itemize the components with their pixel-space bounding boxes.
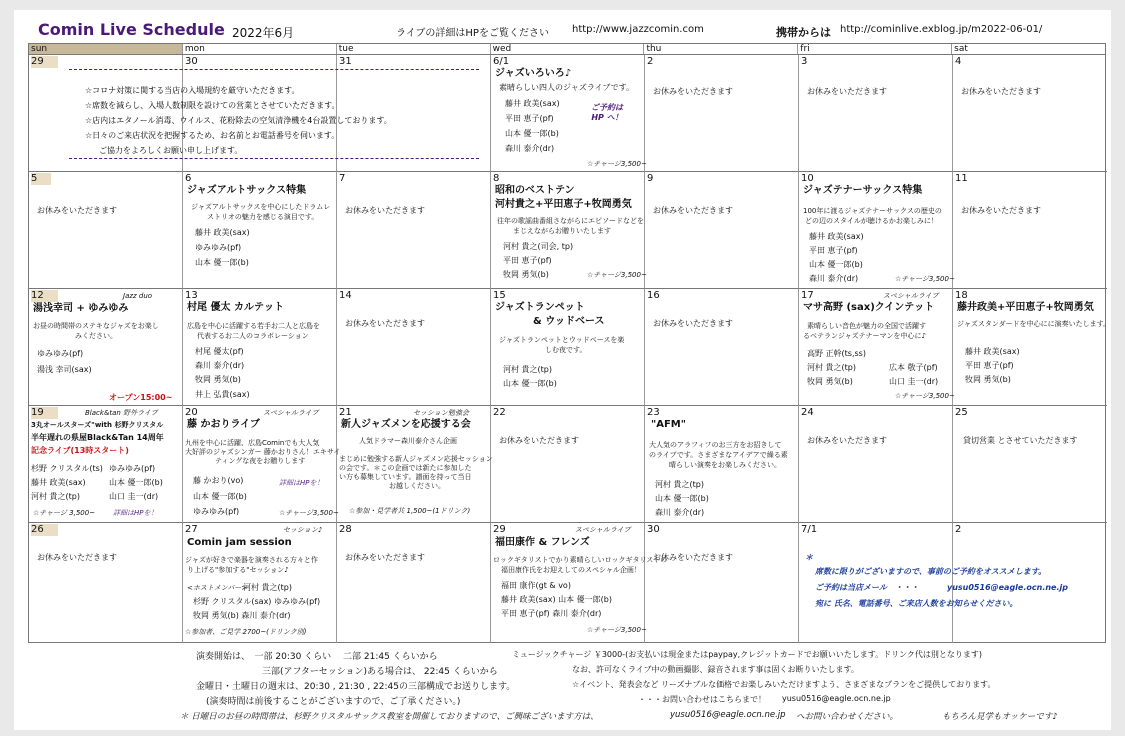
member: 山口 圭一(dr) — [109, 492, 159, 501]
notice-line: ☆店内はエタノール消毒、ウイルス、花粉除去の空気清浄機を4台設置しております。 — [85, 116, 392, 125]
member: 平田 恵子(pf) — [809, 246, 858, 255]
event-description: ストリオの魅力を感じる演目です。 — [207, 213, 319, 221]
member: 山本 優一郎(b) — [503, 379, 557, 388]
charge-note: ☆チャージ3,500~ — [895, 392, 955, 400]
date-label: 7 — [339, 173, 346, 184]
event-description: 福田康作氏をお迎えしてのスペシャル企画！ — [501, 566, 641, 574]
event-line: 3丸オールスターズ"with 杉野クリスタル — [31, 421, 164, 429]
date-label: 30 — [185, 56, 198, 67]
date-label: 7/1 — [801, 524, 818, 535]
event-title: ジャズトランペット — [495, 302, 585, 313]
member: 山本 優一郎(b) — [109, 478, 163, 487]
member: ゆみゆみ(pf) — [195, 243, 242, 252]
day-cell-jun-19 — [29, 406, 183, 523]
date-label: 3 — [801, 56, 808, 67]
closed-note: 貸切営業 とさせていただきます — [963, 436, 1078, 445]
event-description: しむ夜です。 — [545, 346, 587, 354]
event-title: Comin jam session — [187, 537, 292, 548]
charge-note: ☆チャージ3,500~ — [587, 271, 647, 279]
charge-note: ☆チャージ3,500~ — [279, 509, 339, 517]
day-cell-jun-15 — [491, 289, 645, 406]
charge-note: ☆チャージ3,500~ — [895, 275, 955, 283]
date-label: 22 — [493, 407, 506, 418]
footer-third-set: 三部(アフターセッション)ある場合は、 22:45 くらいから — [262, 667, 498, 677]
schedule-title: Comin Live Schedule — [38, 20, 225, 39]
date-label: 15 — [493, 290, 506, 301]
date-label: 8 — [493, 173, 500, 184]
date-label: 2 — [647, 56, 654, 67]
day-cell-jun-4 — [953, 55, 1107, 172]
host-label: <ホストメンバー> — [187, 584, 248, 592]
member: 井上 弘貴(sax) — [195, 390, 250, 399]
footer-event-plans: ☆イベント、発表会など リーズナブルな価格でお楽しみいただけますよう、さまざまなプランをご提供しております。 — [572, 680, 996, 689]
date-label: 19 — [31, 407, 58, 419]
event-description: い方も募集しています。譜面を持って当日 — [339, 473, 472, 481]
weekday-sun: sun — [29, 44, 183, 54]
event-description: お昼の時間帯のステキなジャズをお楽し — [33, 322, 159, 330]
event-subtitle: 人気ドラマー森川泰介さん企画 — [359, 437, 457, 445]
schedule-month: 2022年6月 — [232, 26, 295, 40]
event-description: 素晴らしい四人のジャズライブです。 — [499, 83, 634, 92]
notice-divider-top — [69, 69, 479, 70]
closed-note: お休みをいただきます — [961, 87, 1041, 96]
mobile-url: http://cominlive.exblog.jp/m2022-06-01/ — [840, 24, 1043, 35]
closed-note: お休みをいただきます — [653, 206, 733, 215]
date-label: 23 — [647, 407, 660, 418]
member: 森川 泰介(dr) — [195, 361, 245, 370]
date-label: 25 — [955, 407, 968, 418]
event-description: お越しください。 — [389, 482, 445, 490]
member: 河村 貴之(tp) — [243, 583, 292, 592]
day-cell-jun-8 — [491, 172, 645, 289]
footer-inquiry-note: へお問い合わせください。 — [796, 712, 899, 722]
event-tag: セッション♪ — [283, 526, 323, 534]
detail-note: 詳細はHPを！ — [279, 479, 324, 487]
closed-note: お休みをいただきます — [499, 436, 579, 445]
covid-notice — [85, 83, 392, 158]
event-description: 大好評のジャズシンガー 藤かおりさん！エキサイ — [185, 448, 341, 456]
member: 村尾 優太(pf) — [195, 347, 244, 356]
member: ゆみゆみ(pf) — [37, 349, 84, 358]
footer-recording-note: なお、許可なくライブ中の動画撮影、録音されます事は固くお断りいたします。 — [572, 665, 859, 674]
member: ゆみゆみ(pf) — [109, 464, 156, 473]
date-label: 29 — [31, 56, 58, 68]
day-cell-jun-7 — [337, 172, 491, 289]
event-description: ジャズが好きで楽器を演奏される方々と作 — [185, 556, 318, 564]
date-label: 4 — [955, 56, 962, 67]
reserve-note-line: 席数に限りがございますので、事前のご予約をオススメします。 — [815, 567, 1047, 576]
event-description: 代表するお二人のコラボレーション — [197, 332, 309, 340]
day-cell-jun-21 — [337, 406, 491, 523]
footer-time-disclaimer: (演奏時間は前後することがございますので、ご了承ください。) — [206, 697, 461, 707]
day-cell-jun-16 — [645, 289, 799, 406]
member: 森川 泰介(dr) — [655, 508, 705, 517]
event-title: "AFM" — [651, 419, 686, 430]
closed-note: お休みをいただきます — [653, 87, 733, 96]
member: 牧岡 勇気(b) — [195, 375, 241, 384]
reserve-note-star: ＊ — [805, 553, 813, 562]
event-title: & ウッドベース — [533, 316, 605, 327]
member: 河村 貴之(tp) — [31, 492, 80, 501]
member: 藤井 政美(sax) — [965, 347, 1020, 356]
member: 藤 かおり(vo) — [193, 476, 244, 485]
weekday-wed: wed — [491, 44, 645, 54]
day-cell-jun-10 — [799, 172, 953, 289]
reserve-note-line: 宛に 氏名、電話番号、ご来店人数をお知らせください。 — [815, 599, 1018, 608]
event-tag: スペシャルライブ — [575, 526, 631, 534]
footer-sunday-class: ＊ 日曜日のお昼の時間帯は、杉野クリスタルサックス教室を開催しておりますので、ご興味ございます方は、 — [180, 712, 599, 722]
mobile-label: 携帯からは — [776, 26, 831, 39]
closed-note: お休みをいただきます — [653, 553, 733, 562]
date-label: 30 — [647, 524, 660, 535]
date-label: 14 — [339, 290, 352, 301]
charge-note: ☆チャージ 3,500~ — [33, 509, 96, 517]
member: 福田 康作(gt & vo) — [501, 581, 571, 590]
event-description: 晴らしい演奏をお楽しみください。 — [669, 461, 781, 469]
day-cell-jun-20 — [183, 406, 341, 523]
day-cell-jun-9 — [645, 172, 799, 289]
member: 広本 敬子(pf) — [889, 363, 938, 372]
closed-note: お休みをいただきます — [37, 206, 117, 215]
member: 藤井 政美(sax) — [505, 99, 560, 108]
day-cell-jun-3 — [799, 55, 953, 172]
event-title: 福田康作 & フレンズ — [495, 537, 590, 548]
date-label: 28 — [339, 524, 352, 535]
day-cell-jun-14 — [337, 289, 491, 406]
event-description: ジャズスタンダードを中心にに演奏いたします。 — [957, 320, 1111, 328]
event-title: 藤井政美+平田恵子+牧岡勇気 — [957, 302, 1094, 313]
event-description: の会です。＊この企画では新たに参加した — [339, 464, 472, 472]
date-label: 6 — [185, 173, 192, 184]
weekday-sat: sat — [954, 44, 968, 54]
member: 山口 圭一(dr) — [889, 377, 939, 386]
day-cell-jun-24 — [799, 406, 953, 523]
member: 山本 優一郎(b) — [505, 129, 559, 138]
event-description: 広島を中心に活躍する若手お二人と広島を — [187, 322, 320, 330]
date-label: 27 — [185, 524, 198, 535]
charge-note: ☆チャージ3,500~ — [587, 626, 647, 634]
member: 平田 恵子(pf) 森川 泰介(dr) — [501, 609, 602, 618]
date-label: 24 — [801, 407, 814, 418]
event-description: 九州を中心に活躍、広島Cominでも大人気 — [185, 439, 320, 447]
member: 山本 優一郎(b) — [655, 494, 709, 503]
event-description: り上げる"参加する"セッション♪ — [187, 566, 289, 574]
date-label: 29 — [493, 524, 506, 535]
closed-note: お休みをいただきます — [345, 553, 425, 562]
footer-weekend-sets: 金曜日・土曜日の週末は、20:30 , 21:30 , 22:45の三部構成でお送りします。 — [196, 682, 516, 692]
hp-note: ライブの詳細はHPをご覧ください — [396, 28, 549, 39]
member: 平田 恵子(pf) — [505, 114, 554, 123]
charge-note: ☆チャージ3,500~ — [587, 160, 647, 168]
event-tag: Jazz duo — [123, 292, 153, 300]
date-label: 17 — [801, 290, 814, 301]
member: 山本 優一郎(b) — [809, 260, 863, 269]
member: 杉野 クリスタル(sax) ゆみゆみ(pf) — [193, 597, 321, 606]
day-cell-jun-12 — [29, 289, 183, 406]
day-cell-jun-17 — [799, 289, 953, 406]
member: 牧岡 勇気(b) — [807, 377, 853, 386]
notice-line: ☆日々のご来店状況を把握するため、お名前とお電話番号を伺います。 — [85, 131, 340, 140]
notice-line: ☆席数を減らし、入場人数制限を設けての営業とさせていただきます。 — [85, 101, 340, 110]
member: 藤井 政美(sax) — [195, 228, 250, 237]
closed-note: お休みをいただきます — [653, 319, 733, 328]
footer-visit-note: もちろん見学もオッケーです♪ — [942, 712, 1058, 722]
member: 森川 泰介(dr) — [505, 144, 555, 153]
closed-note: お休みをいただきます — [961, 206, 1041, 215]
member: 高野 正幹(ts,ss) — [807, 349, 866, 358]
day-cell-jun-27 — [183, 523, 337, 643]
event-tag: Black&tan 野外ライブ — [85, 409, 158, 417]
calendar-weeks — [29, 55, 1111, 643]
event-title: マサ高野 (sax)クインテット — [803, 302, 935, 313]
day-cell-jun-18 — [953, 289, 1111, 406]
event-description: ロックギタリストでかり素晴らしいロックギタリストの — [493, 556, 668, 564]
event-description: みください。 — [75, 332, 117, 340]
event-title: ジャズいろいろ♪ — [495, 68, 572, 79]
event-line: 記念ライブ(13時スタート) — [31, 446, 129, 455]
day-cell-jun-30 — [645, 523, 799, 643]
day-cell-jun-5 — [29, 172, 183, 289]
event-description: ジャズトランペットとウッドベースを楽 — [499, 336, 625, 344]
day-cell-jun-1 — [491, 55, 645, 172]
date-label: 26 — [31, 524, 58, 536]
reserve-note-line: ご予約は当店メール ・・・ — [815, 583, 919, 592]
hp-url: http://www.jazzcomin.com — [572, 24, 704, 35]
event-description: るベテランジャズテナーマンを中心に♪ — [803, 332, 927, 340]
closed-note: お休みをいただきます — [37, 553, 117, 562]
event-description: 素晴らしい音色が魅力の全国で活躍す — [807, 322, 926, 330]
day-cell-jun-25 — [953, 406, 1107, 523]
reservation-note: ご予約はHP へ！ — [591, 103, 623, 122]
date-label: 21 — [339, 407, 352, 418]
footer-start-times: 演奏開始は、 一部 20:30 くらい 二部 21:45 くらいから — [196, 652, 438, 662]
event-tag: セッション勉強会 — [413, 409, 469, 417]
member: 河村 貴之(tp) — [655, 480, 704, 489]
event-title: 湯浅幸司 + ゆみゆみ — [33, 303, 129, 314]
calendar-grid — [28, 43, 1111, 643]
date-label: 10 — [801, 173, 814, 184]
event-title: 新人ジャズメンを応援する会 — [341, 419, 471, 430]
weekday-thu: thu — [644, 44, 798, 54]
closed-note: お休みをいただきます — [345, 206, 425, 215]
date-label: 11 — [955, 173, 968, 184]
event-tag: スペシャルライブ — [263, 409, 319, 417]
event-title: ジャズテナーサックス特集 — [803, 185, 923, 196]
charge-note: ☆参加・見学者共 1,500~(1ドリンク) — [349, 507, 471, 515]
member: 藤井 政美(sax) 山本 優一郎(b) — [501, 595, 612, 604]
notice-line: ご協力をよろしくお願い申し上げます。 — [99, 146, 243, 155]
footer-contact-label: ・・・お問い合わせはこちらまで！ — [638, 695, 766, 704]
date-label: 6/1 — [493, 56, 510, 67]
date-label: 5 — [31, 173, 51, 185]
notice-line: ☆コロナ対策に関する当店の入場規約を厳守いただきます。 — [85, 86, 300, 95]
charge-note: ☆参加者、ご見学 2700~(ドリンク別) — [185, 628, 307, 636]
event-title: 河村貴之+平田恵子+牧岡勇気 — [495, 199, 632, 210]
event-title: 昭和のベストテン — [495, 185, 575, 196]
weekday-fri: fri — [798, 44, 952, 54]
closed-note: お休みをいただきます — [345, 319, 425, 328]
reserve-email: yusu0516@eagle.ocn.ne.jp — [947, 583, 1068, 592]
day-cell-jun-23 — [645, 406, 799, 523]
day-cell-jun-2 — [645, 55, 799, 172]
day-cell-jun-22 — [491, 406, 645, 523]
weekday-header — [29, 44, 1105, 55]
detail-note: 詳細はHPを！ — [113, 509, 158, 517]
event-description: ジャズアルトサックスを中心にしたドラムレ — [191, 203, 331, 211]
event-description: のライブです。さまざまなアイデアで繰る素 — [649, 451, 788, 459]
member: 平田 恵子(pf) — [965, 361, 1014, 370]
event-title: 村尾 優太 カルテット — [187, 302, 284, 313]
event-description: 大人気のアラフィフのお三方をお招きして — [649, 441, 782, 449]
date-label: 2 — [955, 524, 962, 535]
date-label: 12 — [31, 290, 58, 302]
member: 湯浅 幸司(sax) — [37, 365, 92, 374]
date-label: 20 — [185, 407, 198, 418]
weekday-tue: tue — [337, 44, 491, 54]
schedule-sheet — [14, 10, 1111, 730]
date-label: 31 — [339, 56, 352, 67]
closed-note: お休みをいただきます — [807, 87, 887, 96]
member: 藤井 政美(sax) — [31, 478, 86, 487]
event-line: 半年遅れの県屋Black&Tan 14周年 — [31, 433, 164, 442]
weekday-mon: mon — [183, 44, 337, 54]
day-cell-jun-28 — [337, 523, 491, 643]
open-time: オープン15:00~ — [109, 393, 173, 402]
day-cell-jun-13 — [183, 289, 337, 406]
member: 山本 優一郎(b) — [193, 492, 247, 501]
event-tag: スペシャルライブ — [883, 292, 939, 300]
notice-divider-bottom — [69, 158, 479, 159]
member: 河村 貴之(司会, tp) — [503, 242, 574, 251]
member: 牧岡 勇気(b) — [965, 375, 1011, 384]
date-label: 13 — [185, 290, 198, 301]
event-title: ジャズアルトサックス特集 — [187, 185, 307, 196]
date-label: 9 — [647, 173, 654, 184]
member: ゆみゆみ(pf) — [193, 507, 240, 516]
event-description: まじめに勉強する新人ジャズメン応援セッション — [339, 455, 493, 463]
day-cell-jun-11 — [953, 172, 1107, 289]
event-title: 藤 かおりライブ — [187, 419, 260, 430]
date-label: 18 — [955, 290, 968, 301]
event-description: 100年に渡るジャズテナーサックスの歴史の — [803, 207, 942, 215]
date-label: 16 — [647, 290, 660, 301]
member: 牧岡 勇気(b) — [503, 270, 549, 279]
footer-contact-email: yusu0516@eagle.ocn.ne.jp — [782, 694, 891, 703]
day-cell-jun-6 — [183, 172, 337, 289]
member: 河村 貴之(tp) — [807, 363, 856, 372]
day-cell-jun-26 — [29, 523, 183, 643]
member: 森川 泰介(dr) — [809, 274, 859, 283]
footer-class-email: yusu0516@eagle.ocn.ne.jp — [670, 710, 786, 720]
event-description: 往年の歌謡曲番組さながらにエピソードなどを — [497, 217, 644, 225]
event-description: ティングな夜をお贈りします — [215, 457, 306, 465]
member: 杉野 クリスタル(ts) — [31, 464, 103, 473]
event-description: どの辺のスタイルが聴けるかお楽しみに！ — [805, 217, 938, 225]
member: 河村 貴之(tp) — [503, 365, 552, 374]
member: 藤井 政美(sax) — [809, 232, 864, 241]
footer-music-charge: ミュージックチャージ ￥3000-(お支払いは現金またはpaypay,クレジットカードでお願いいたします。ドリンク代は別となります) — [512, 650, 983, 659]
closed-note: お休みをいただきます — [807, 436, 887, 445]
event-description: まじえながらお贈りいたします — [513, 227, 611, 235]
member: 山本 優一郎(b) — [195, 258, 249, 267]
member: 牧岡 勇気(b) 森川 泰介(dr) — [193, 611, 291, 620]
member: 平田 恵子(pf) — [503, 256, 552, 265]
